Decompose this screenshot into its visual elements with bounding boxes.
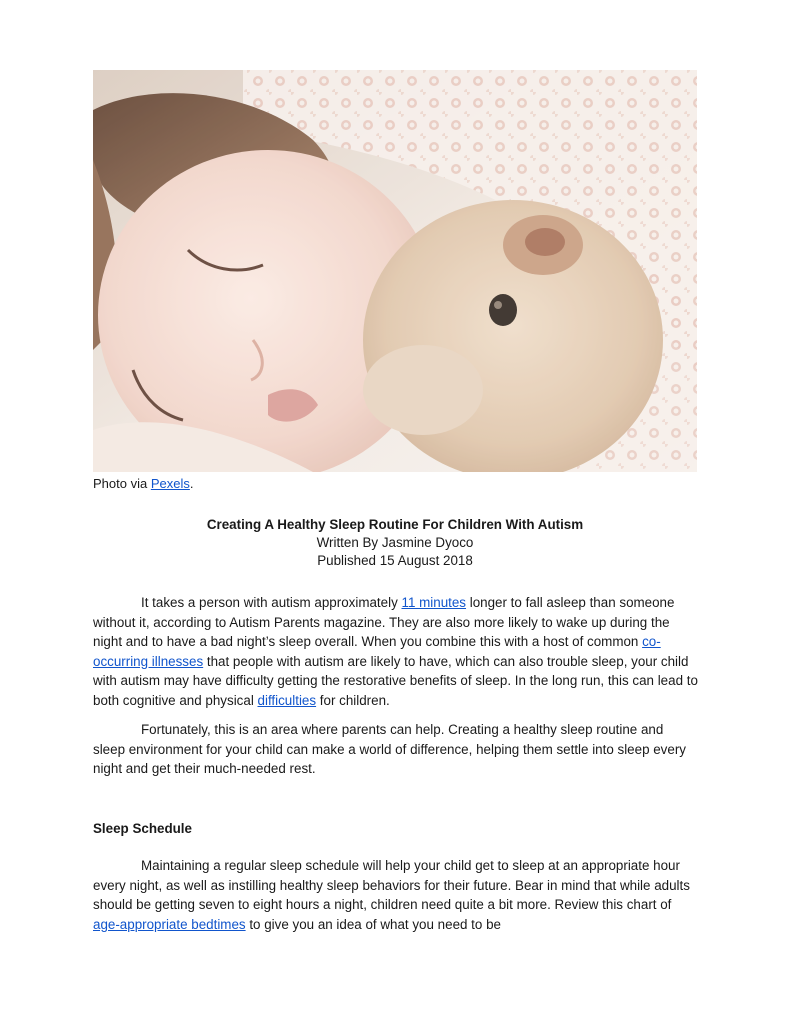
pexels-link[interactable]: Pexels bbox=[150, 476, 190, 491]
hero-photo bbox=[93, 70, 697, 472]
eleven-minutes-link[interactable]: 11 minutes bbox=[401, 595, 467, 610]
article-published-date: Published 15 August 2018 bbox=[317, 553, 473, 568]
para1-text-4: for children. bbox=[316, 692, 390, 708]
para3-text-1: Maintaining a regular sleep schedule will help your child get to sleep at an appropriate hour every night, as well as instilling healthy sleep behaviors for their future. Bear in mind that while adults should be getting seven to eight hours a night, children need quite a bit more. Review this chart of bbox=[93, 858, 690, 913]
paragraph-intro bbox=[93, 593, 699, 711]
caption-suffix: . bbox=[189, 476, 194, 491]
age-appropriate-bedtimes-link[interactable]: age-appropriate bedtimes bbox=[93, 916, 246, 932]
caption-prefix: Photo via bbox=[93, 476, 151, 491]
co-occurring-illnesses-link[interactable]: co-occurring illnesses bbox=[93, 634, 661, 669]
para1-text-2: longer to fall asleep than someone without it, according to Autism Parents magazine. They are also more likely to wake up during the night and to have a bad night’s sleep overall. When you combine this with a host of common bbox=[93, 595, 675, 650]
paragraph-fortunately bbox=[93, 720, 699, 779]
photo-caption bbox=[93, 476, 193, 492]
difficulties-link[interactable]: difficulties bbox=[257, 692, 317, 708]
article-header bbox=[93, 516, 697, 570]
para3-text-2: to give you an idea of what you need to be bbox=[245, 916, 501, 932]
para1-text-1: It takes a person with autism approximately bbox=[141, 595, 402, 610]
para2-text: Fortunately, this is an area where parents can help. Creating a healthy sleep routine and sleep environment for your child can make a world of difference, helping them settle into sleep every night and get their much-needed rest. bbox=[93, 722, 686, 777]
para1-text-3: that people with autism are likely to have, which can also trouble sleep, your child with autism may have difficulty getting the restorative benefits of sleep. In the long run, this can lead to both cognitive and physical bbox=[93, 653, 698, 708]
article-byline: Written By Jasmine Dyoco bbox=[316, 535, 474, 550]
section-heading-sleep-schedule: Sleep Schedule bbox=[93, 821, 192, 836]
paragraph-sleep-schedule bbox=[93, 856, 699, 934]
article-title: Creating A Healthy Sleep Routine For Children With Autism bbox=[206, 517, 584, 532]
sleeping-child-photo bbox=[93, 70, 697, 472]
